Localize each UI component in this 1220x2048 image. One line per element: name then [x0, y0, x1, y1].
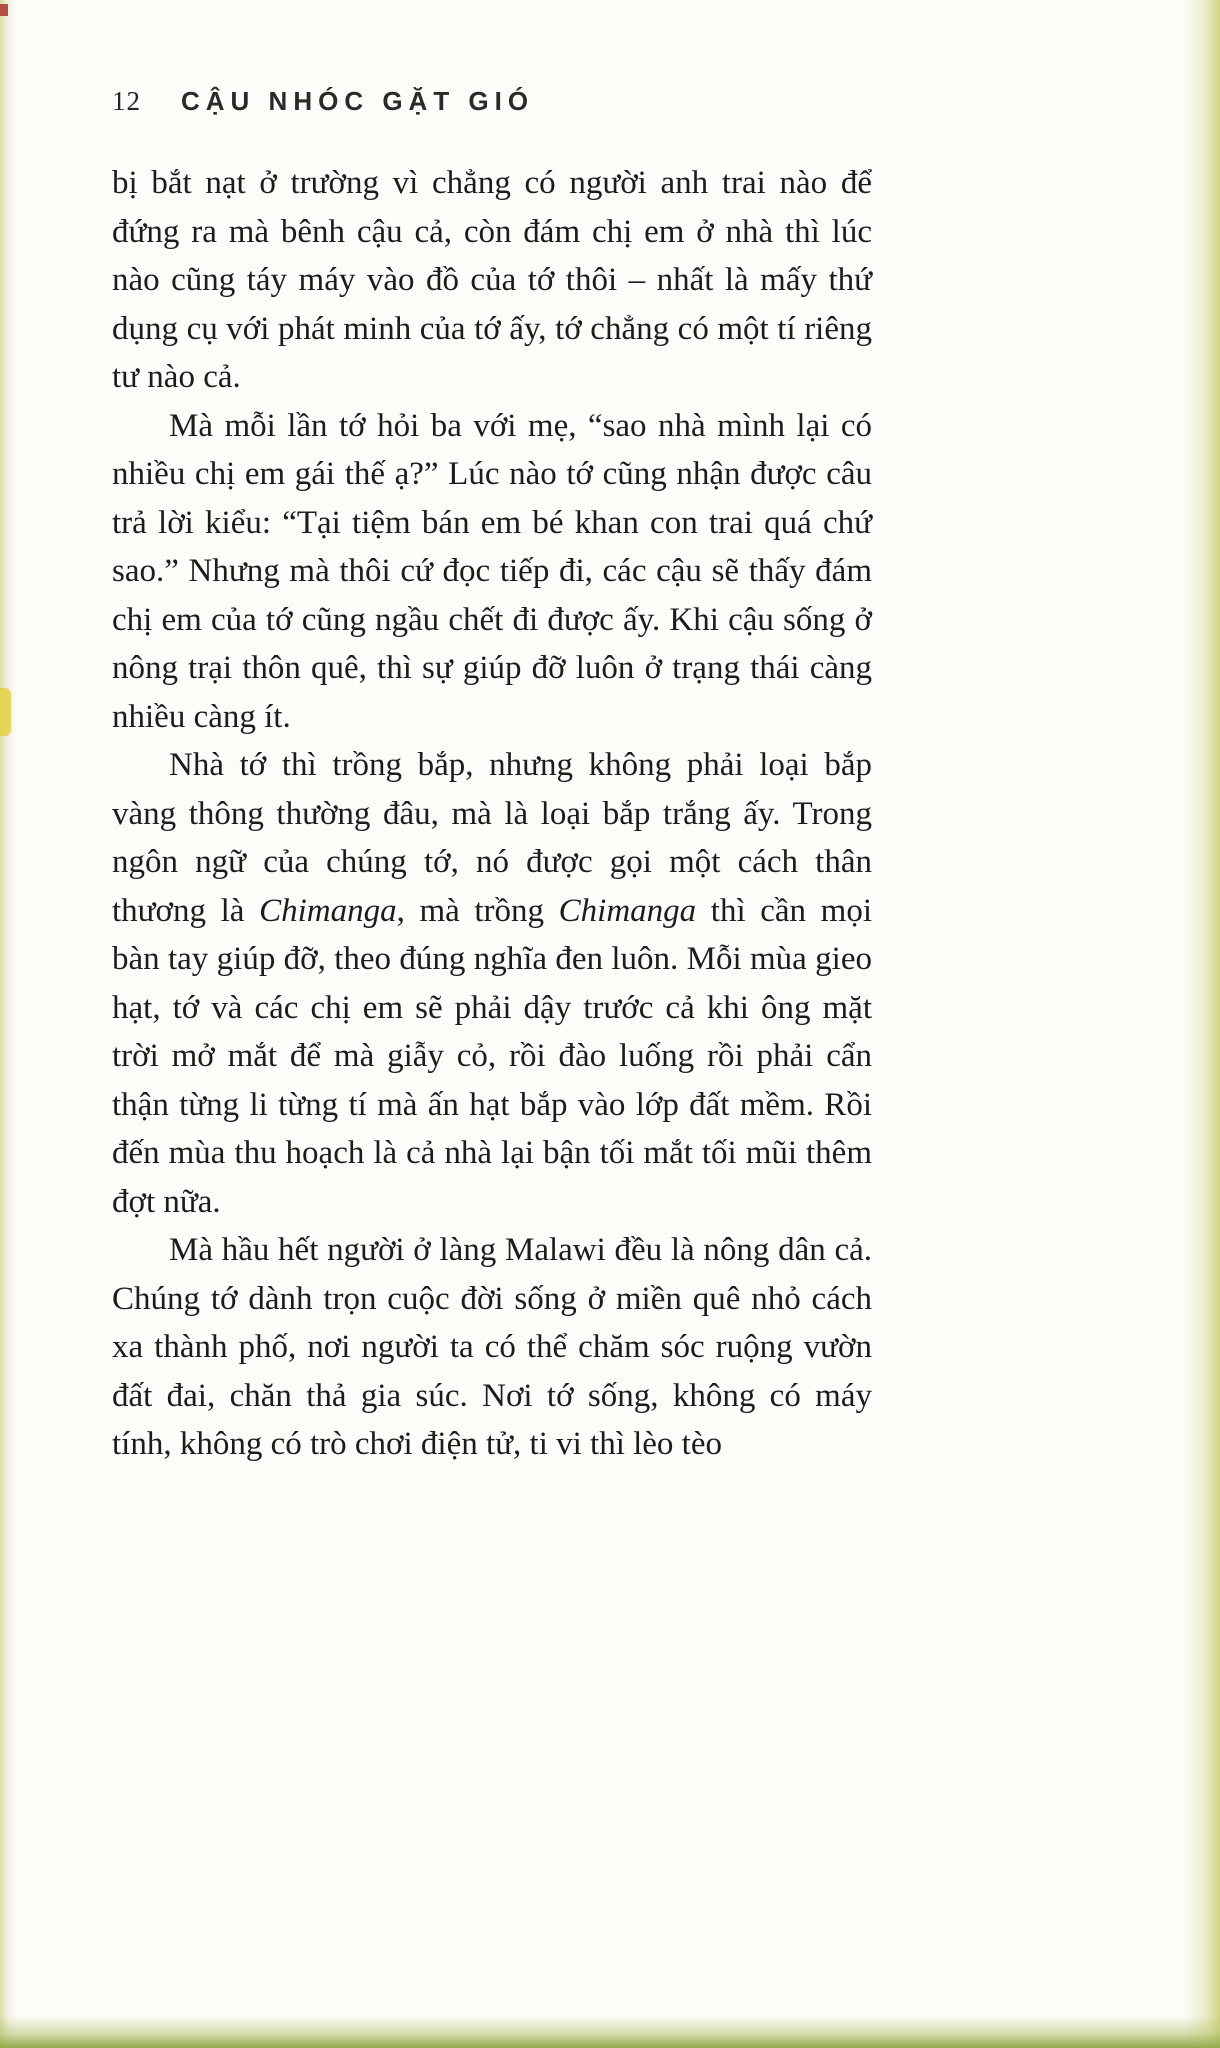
page-content — [112, 86, 872, 1469]
italic-term: Chimanga — [259, 892, 397, 929]
paragraph — [112, 741, 872, 1226]
scan-artifact-red — [0, 4, 8, 16]
text-run: Mà hầu hết người ở làng Malawi đều là nông dân cả. Chúng tớ dành trọn cuộc đời sống ở miền quê nhỏ cách xa thành phố, nơi người ta có thể chăm sóc ruộng vườn đất đai, chăn thả gia súc. Nơi tớ sống, không có máy tính, không có trò chơi điện tử, ti vi thì lèo tèo — [112, 1232, 872, 1462]
text-run: , mà trồng — [396, 892, 559, 929]
text-run: Mà mỗi lần tớ hỏi ba với mẹ, “sao nhà mình lại có nhiều chị em gái thế ạ?” Lúc nào tớ cũng nhận được câu trả lời kiểu: “Tại tiệm bán em bé khan con trai quá chứ sao.” Nhưng mà thôi cứ đọc tiếp đi, các cậu sẽ thấy đám chị em của tớ cũng ngầu chết đi được ấy. Khi cậu sống ở nông trại thôn quê, thì sự giúp đỡ luôn ở trạng thái càng nhiều càng ít. — [112, 407, 872, 735]
scan-edge-left — [0, 0, 16, 2048]
page-body — [112, 159, 872, 1469]
paragraph — [112, 402, 872, 742]
paragraph — [112, 1226, 872, 1469]
paragraph — [112, 159, 872, 402]
scan-edge-bottom — [0, 2016, 1220, 2048]
page-header — [112, 86, 872, 117]
text-run: bị bắt nạt ở trường vì chẳng có người anh trai nào để đứng ra mà bênh cậu cả, còn đám chị em ở nhà thì lúc nào cũng táy máy vào đồ của tớ thôi – nhất là mấy thứ dụng cụ với phát minh của tớ ấy, tớ chẳng có một tí riêng tư nào cả. — [112, 165, 872, 395]
page-number: 12 — [112, 86, 141, 116]
scan-artifact-yellow — [0, 688, 11, 736]
italic-term: Chimanga — [558, 892, 697, 929]
running-title: CẬU NHÓC GẶT GIÓ — [181, 86, 535, 116]
text-run: thì cần mọi bàn tay giúp đỡ, theo đúng nghĩa đen luôn. Mỗi mùa gieo hạt, tớ và các chị em sẽ phải dậy trước cả khi ông mặt trời mở mắt để mà giẫy cỏ, rồi đào luống rồi phải cẩn thận từng li từng tí mà ấn hạt bắp vào lớp đất mềm. Rồi đến mùa thu hoạch là cả nhà lại bận tối mắt tối mũi thêm đợt nữa. — [112, 892, 872, 1220]
text-run: Nhà tớ thì trồng bắp, nhưng không phải loại bắp vàng thông thường đâu, mà là loại bắp trắng ấy. Trong ngôn ngữ của chúng tớ, nó được gọi một cách thân thương là — [112, 747, 872, 929]
scan-edge-right — [1184, 0, 1220, 2048]
